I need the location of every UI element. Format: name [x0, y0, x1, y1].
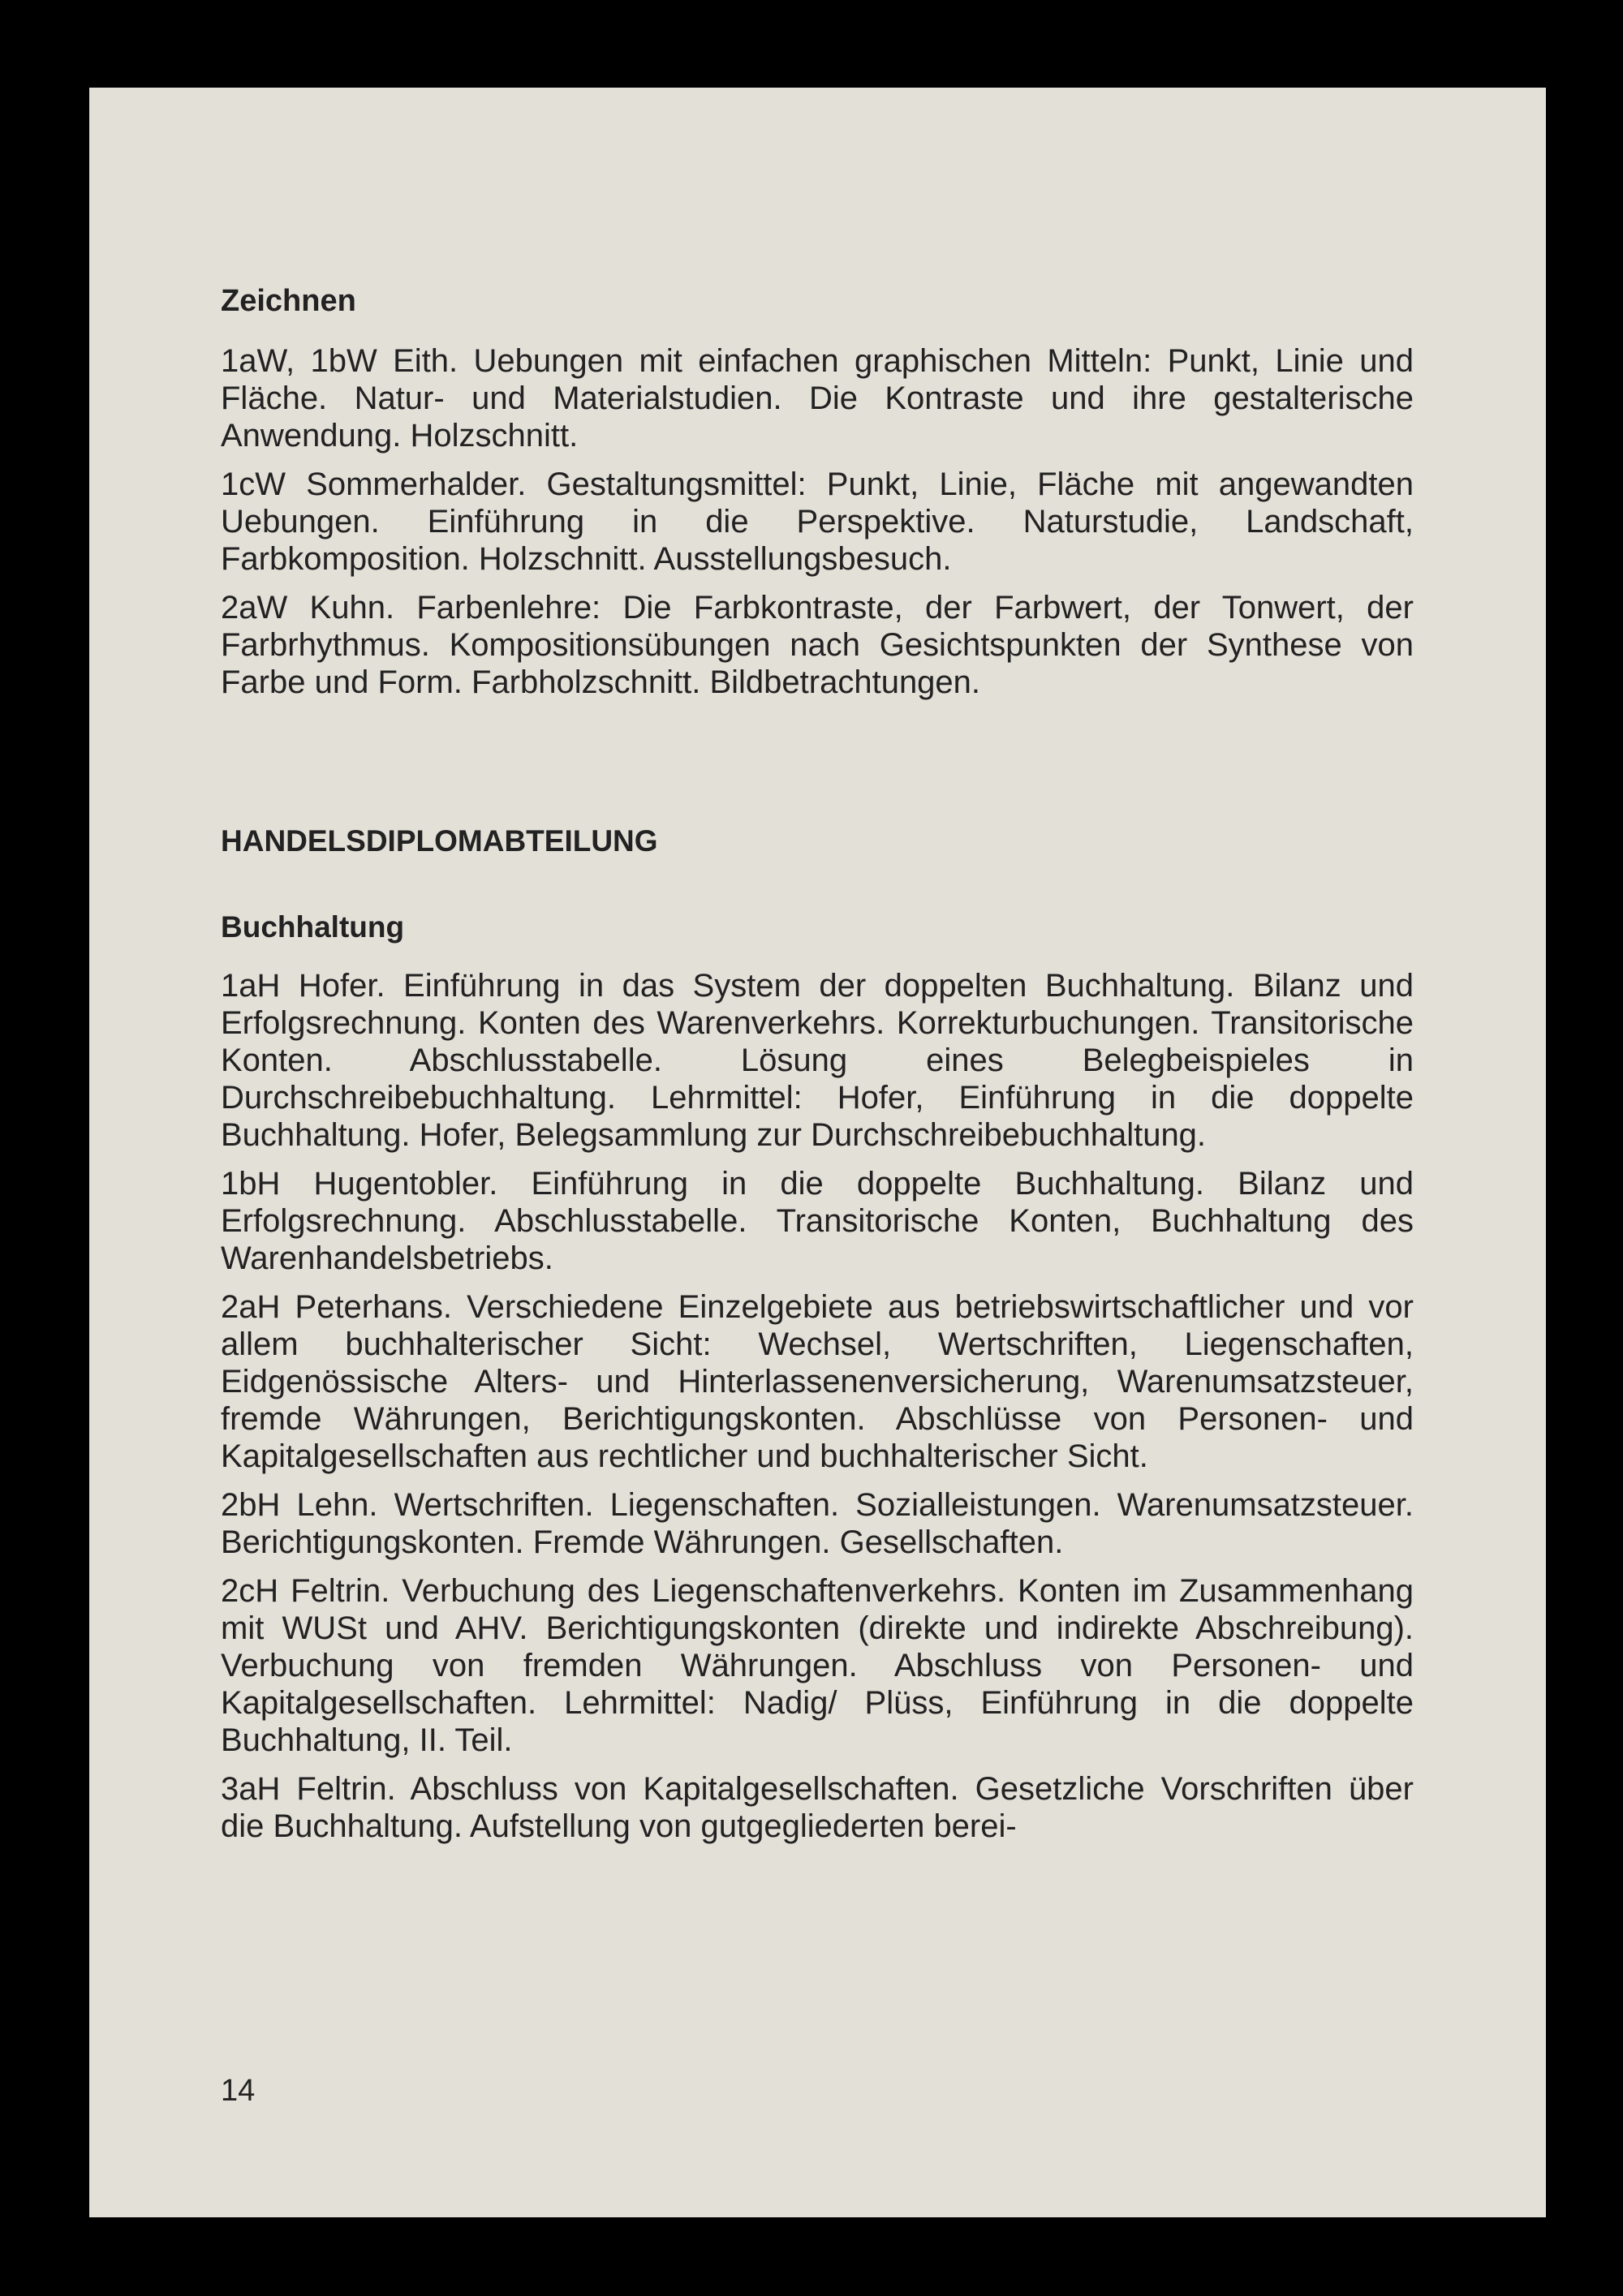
paragraph-3ah: 3aH Feltrin. Abschluss von Kapitalgesellschaften. Gesetzliche Vorschriften über die Buchhaltung. Aufstellung von gutgegliederten berei- [221, 1771, 1414, 1844]
paragraph-2aw: 2aW Kuhn. Farbenlehre: Die Farbkontraste, der Farbwert, der Tonwert, der Farbrhythmus. Kompositionsübungen nach Gesichtspunkten der Synthese von Farbe und Form. Farbholzschnitt. Bildbetrachtungen. [221, 590, 1414, 700]
paragraph-2ch: 2cH Feltrin. Verbuchung des Liegenschaftenverkehrs. Konten im Zusammenhang mit WUSt und AHV. Berichtigungskonten (direkte und indirekte Abschreibung). Verbuchung von fremden Währungen. Abschluss von Personen- und Kapitalgesellschaften. Lehrmittel: Nadig/ Plüss, Einführung in die doppelte Buchhaltung, II. Teil. [221, 1573, 1414, 1758]
heading-buchhaltung: Buchhaltung [221, 910, 405, 944]
heading-zeichnen: Zeichnen [221, 284, 356, 318]
paragraph-1bh: 1bH Hugentobler. Einführung in die doppelte Buchhaltung. Bilanz und Erfolgsrechnung. Abschlusstabelle. Transitorische Konten, Buchhaltung des Warenhandelsbetriebs. [221, 1166, 1414, 1276]
document-page [89, 88, 1546, 2217]
paragraph-2bh: 2bH Lehn. Wertschriften. Liegenschaften. Sozialleistungen. Warenumsatzsteuer. Berichtigungskonten. Fremde Währungen. Gesellschaften. [221, 1487, 1414, 1560]
paragraph-1aw-1bw: 1aW, 1bW Eith. Uebungen mit einfachen graphischen Mitteln: Punkt, Linie und Fläche. Natur- und Materialstudien. Die Kontraste und ihre gestalterische Anwendung. Holzschnitt. [221, 343, 1414, 454]
page-number: 14 [221, 2074, 256, 2108]
page-content [221, 282, 1414, 1856]
paragraph-1cw: 1cW Sommerhalder. Gestaltungsmittel: Punkt, Linie, Fläche mit angewandten Uebungen. Einführung in die Perspektive. Naturstudie, Landschaft, Farbkomposition. Holzschnitt. Ausstellungsbesuch. [221, 467, 1414, 577]
paragraph-1ah: 1aH Hofer. Einführung in das System der doppelten Buchhaltung. Bilanz und Erfolgsrechnung. Konten des Warenverkehrs. Korrekturbuchungen. Transitorische Konten. Abschlusstabelle. Lösung eines Belegbeispieles in Durchschreibebuchhaltung. Lehrmittel: Hofer, Einführung in die doppelte Buchhaltung. Hofer, Belegsammlung zur Durchschreibebuchhaltung. [221, 968, 1414, 1153]
heading-handelsdiplomabteilung: HANDELSDIPLOMABTEILUNG [221, 824, 658, 858]
paragraph-2ah: 2aH Peterhans. Verschiedene Einzelgebiete aus betriebswirtschaftlicher und vor allem buchhalterischer Sicht: Wechsel, Wertschriften, Liegenschaften, Eidgenössische Alters- und Hinterlassenenversicherung, Warenumsatzsteuer, fremde Währungen, Berichtigungskonten. Abschlüsse von Personen- und Kapitalgesellschaften aus rechtlicher und buchhalterischer Sicht. [221, 1289, 1414, 1474]
